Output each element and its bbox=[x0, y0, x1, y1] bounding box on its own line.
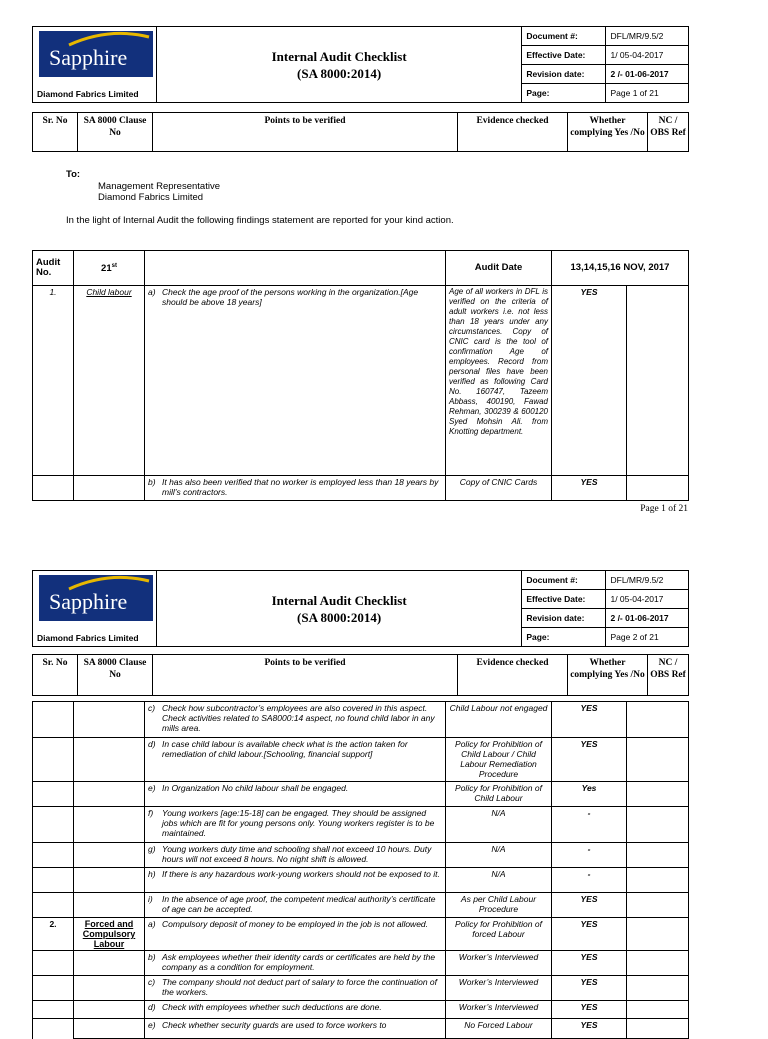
audit-table-page-1 bbox=[32, 250, 689, 501]
row-nc bbox=[627, 1001, 689, 1019]
page-footer: Page 1 of 21 bbox=[640, 504, 688, 514]
effective-date-value: 1/ 05-04-2017 bbox=[606, 590, 689, 609]
row-sr bbox=[33, 782, 74, 807]
revision-date-label: Revision date: bbox=[522, 609, 606, 628]
row-sr bbox=[33, 1001, 74, 1019]
row-clause bbox=[74, 893, 145, 918]
document-subtitle: (SA 8000:2014) bbox=[297, 609, 382, 625]
row-nc bbox=[627, 702, 689, 738]
row-evidence: Policy for Prohibition of forced Labour bbox=[446, 918, 552, 951]
recipient-line-1: Management Representative bbox=[98, 181, 220, 192]
row-sr: 1. bbox=[33, 286, 74, 476]
table-row bbox=[33, 1019, 689, 1039]
row-clause bbox=[74, 807, 145, 843]
audit-no-label: Audit No. bbox=[33, 251, 74, 286]
doc-number-value: DFL/MR/9.5/2 bbox=[606, 27, 689, 46]
row-evidence: Child Labour not engaged bbox=[446, 702, 552, 738]
col-clause: SA 8000 Clause No bbox=[78, 113, 153, 152]
row-evidence: Worker’s Interviewed bbox=[446, 976, 552, 1001]
row-complying: YES bbox=[552, 286, 627, 476]
doc-number-label: Document #: bbox=[522, 27, 606, 46]
row-nc bbox=[627, 738, 689, 782]
logo-text: Sapphire bbox=[49, 589, 128, 614]
row-nc bbox=[627, 807, 689, 843]
company-name: Diamond Fabrics Limited bbox=[37, 89, 139, 99]
row-point: In case child labour is available check what is the action taken for remediation of child labour.[Schooling, financial support] bbox=[162, 739, 408, 759]
row-clause bbox=[74, 1019, 145, 1039]
row-complying: - bbox=[552, 843, 627, 868]
logo-cell bbox=[33, 27, 157, 103]
sapphire-logo bbox=[39, 31, 153, 77]
row-point: Check whether security guards are used to force workers to bbox=[162, 1020, 387, 1030]
table-row bbox=[33, 976, 689, 1001]
row-sr bbox=[33, 843, 74, 868]
audit-date-value: 13,14,15,16 NOV, 2017 bbox=[552, 251, 689, 286]
row-clause bbox=[74, 951, 145, 976]
row-key: g) bbox=[148, 844, 156, 854]
col-complying: Whether complying Yes /No bbox=[568, 113, 648, 152]
title-cell bbox=[156, 571, 521, 647]
row-evidence: Age of all workers in DFL is verified on the criteria of adult workers i.e. not less than 18 years under any circumstances. Copy of CNIC card is the tool of confirmation Age of employees. Record from personal files have been verified as following Card No. 160747, Tazeem Abbass, 400190, Fawad Rehman, 300239 & 600120 Syed Mohsin Ali. from Knotting department. bbox=[446, 286, 552, 476]
row-evidence: Copy of CNIC Cards bbox=[446, 476, 552, 501]
row-point: Young workers [age:15-18] can be engaged. They should be assigned jobs which are fit for young persons only. Young workers register is to be maintained. bbox=[162, 808, 435, 838]
row-evidence: Worker’s Interviewed bbox=[446, 1001, 552, 1019]
row-clause bbox=[74, 476, 145, 501]
row-nc bbox=[627, 868, 689, 893]
row-nc bbox=[627, 476, 689, 501]
row-sr bbox=[33, 702, 74, 738]
logo-cell bbox=[33, 571, 157, 647]
row-key: h) bbox=[148, 869, 156, 879]
row-sr bbox=[33, 1019, 74, 1039]
column-header bbox=[32, 654, 689, 696]
table-row bbox=[33, 868, 689, 893]
sapphire-logo bbox=[39, 575, 153, 621]
row-complying: YES bbox=[552, 893, 627, 918]
row-key: c) bbox=[148, 703, 156, 713]
col-complying: Whether complying Yes /No bbox=[568, 655, 648, 696]
row-complying: YES bbox=[552, 1001, 627, 1019]
document-title: Internal Audit Checklist bbox=[271, 592, 407, 608]
col-sr-no: Sr. No bbox=[33, 655, 78, 696]
row-evidence: No Forced Labour bbox=[446, 1019, 552, 1039]
row-clause bbox=[74, 868, 145, 893]
audit-date-label: Audit Date bbox=[446, 251, 552, 286]
document-header bbox=[32, 26, 689, 103]
row-evidence: N/A bbox=[446, 807, 552, 843]
row-complying: YES bbox=[552, 738, 627, 782]
row-point: Check how subcontractor’s employees are also covered in this aspect. Check activities related to SA8000:14 aspect, no found child labor in any mills area. bbox=[162, 703, 435, 733]
page-label: Page: bbox=[522, 84, 606, 103]
row-evidence: N/A bbox=[446, 843, 552, 868]
table-row bbox=[33, 702, 689, 738]
row-key: i) bbox=[148, 894, 153, 904]
row-complying: YES bbox=[552, 476, 627, 501]
col-points: Points to be verified bbox=[153, 655, 458, 696]
row-point: In the absence of age proof, the competent medical authority’s certificate of age can be accepted. bbox=[162, 894, 436, 914]
company-name: Diamond Fabrics Limited bbox=[37, 633, 139, 643]
row-key: d) bbox=[148, 739, 156, 749]
row-complying: - bbox=[552, 807, 627, 843]
title-cell bbox=[156, 27, 521, 103]
row-key: a) bbox=[148, 287, 156, 297]
revision-date-label: Revision date: bbox=[522, 65, 606, 84]
row-sr bbox=[33, 951, 74, 976]
row-clause bbox=[74, 738, 145, 782]
row-point: It has also been verified that no worker is employed less than 18 years by mill’s contractors. bbox=[162, 477, 439, 497]
row-point: The company should not deduct part of salary to force the continuation of the workers. bbox=[162, 977, 438, 997]
row-nc bbox=[627, 951, 689, 976]
row-clause bbox=[74, 702, 145, 738]
logo-text: Sapphire bbox=[49, 45, 128, 70]
table-row bbox=[33, 893, 689, 918]
audit-blank-cell bbox=[145, 251, 446, 286]
row-complying: YES bbox=[552, 951, 627, 976]
document-title: Internal Audit Checklist bbox=[271, 48, 407, 64]
row-point: Ask employees whether their identity cards or certificates are held by the company as a condition for employment. bbox=[162, 952, 436, 972]
row-complying: YES bbox=[552, 1019, 627, 1039]
row-sr bbox=[33, 738, 74, 782]
table-row bbox=[33, 286, 689, 476]
row-point: If there is any hazardous work-young workers should not be exposed to it. bbox=[162, 869, 440, 879]
row-clause bbox=[74, 782, 145, 807]
row-point: Check the age proof of the persons working in the organization.[Age should be above 18 years] bbox=[162, 287, 419, 307]
page-label: Page: bbox=[522, 628, 606, 647]
row-key: c) bbox=[148, 977, 156, 987]
row-nc bbox=[627, 893, 689, 918]
row-key: b) bbox=[148, 952, 156, 962]
effective-date-label: Effective Date: bbox=[522, 46, 606, 65]
row-sr: 2. bbox=[33, 918, 74, 951]
table-row bbox=[33, 738, 689, 782]
document-header bbox=[32, 570, 689, 647]
row-sr bbox=[33, 868, 74, 893]
row-evidence: Worker’s Interviewed bbox=[446, 951, 552, 976]
row-complying: Yes bbox=[552, 782, 627, 807]
revision-date-value: 2 /- 01-06-2017 bbox=[606, 65, 689, 84]
table-row bbox=[33, 918, 689, 951]
col-nc-obs: NC / OBS Ref bbox=[648, 113, 689, 152]
row-point: Check with employees whether such deductions are done. bbox=[162, 1002, 382, 1012]
row-evidence: Policy for Prohibition of Child Labour bbox=[446, 782, 552, 807]
row-nc bbox=[627, 976, 689, 1001]
col-points: Points to be verified bbox=[153, 113, 458, 152]
row-complying: - bbox=[552, 868, 627, 893]
row-clause: Child labour bbox=[74, 286, 145, 476]
row-clause bbox=[74, 843, 145, 868]
page-value: Page 1 of 21 bbox=[606, 84, 689, 103]
row-clause: Forced and Compulsory Labour bbox=[74, 918, 145, 951]
col-evidence: Evidence checked bbox=[458, 113, 568, 152]
row-key: f) bbox=[148, 808, 154, 818]
col-nc-obs: NC / OBS Ref bbox=[648, 655, 689, 696]
row-sr bbox=[33, 807, 74, 843]
row-evidence: N/A bbox=[446, 868, 552, 893]
col-evidence: Evidence checked bbox=[458, 655, 568, 696]
audit-table-page-2 bbox=[32, 701, 689, 1039]
row-key: e) bbox=[148, 783, 156, 793]
row-key: a) bbox=[148, 919, 156, 929]
doc-number-label: Document #: bbox=[522, 571, 606, 590]
row-key: d) bbox=[148, 1002, 156, 1012]
effective-date-label: Effective Date: bbox=[522, 590, 606, 609]
row-sr bbox=[33, 476, 74, 501]
col-clause: SA 8000 Clause No bbox=[78, 655, 153, 696]
column-header bbox=[32, 112, 689, 152]
revision-date-value: 2 /- 01-06-2017 bbox=[606, 609, 689, 628]
row-clause bbox=[74, 976, 145, 1001]
col-sr-no: Sr. No bbox=[33, 113, 78, 152]
row-point: In Organization No child labour shall be engaged. bbox=[162, 783, 349, 793]
to-label: To: bbox=[66, 169, 81, 180]
recipient-line-2: Diamond Fabrics Limited bbox=[98, 192, 204, 203]
table-row bbox=[33, 782, 689, 807]
table-row bbox=[33, 1001, 689, 1019]
row-evidence: As per Child Labour Procedure bbox=[446, 893, 552, 918]
row-complying: YES bbox=[552, 918, 627, 951]
audit-no-value: 21st bbox=[74, 251, 145, 286]
document-subtitle: (SA 8000:2014) bbox=[297, 65, 382, 81]
table-row bbox=[33, 951, 689, 976]
row-sr bbox=[33, 893, 74, 918]
row-clause bbox=[74, 1001, 145, 1019]
row-complying: YES bbox=[552, 702, 627, 738]
row-point: Compulsory deposit of money to be employed in the job is not allowed. bbox=[162, 919, 429, 929]
row-nc bbox=[627, 843, 689, 868]
page-value: Page 2 of 21 bbox=[606, 628, 689, 647]
row-nc bbox=[627, 1019, 689, 1039]
row-nc bbox=[627, 918, 689, 951]
table-row bbox=[33, 843, 689, 868]
table-row bbox=[33, 807, 689, 843]
row-evidence: Policy for Prohibition of Child Labour / Child Labour Remediation Procedure bbox=[446, 738, 552, 782]
row-key: e) bbox=[148, 1020, 156, 1030]
page-2 bbox=[0, 568, 768, 1030]
row-nc bbox=[627, 782, 689, 807]
row-point: Young workers duty time and schooling shall not exceed 10 hours. Duty hours will not exceed 8 hours. No night shift is allowed. bbox=[162, 844, 432, 864]
row-nc bbox=[627, 286, 689, 476]
row-sr bbox=[33, 976, 74, 1001]
doc-number-value: DFL/MR/9.5/2 bbox=[606, 571, 689, 590]
row-key: b) bbox=[148, 477, 156, 487]
row-complying: YES bbox=[552, 976, 627, 1001]
table-row bbox=[33, 476, 689, 501]
intro-statement: In the light of Internal Audit the following findings statement are reported for your kind action. bbox=[66, 215, 454, 226]
effective-date-value: 1/ 05-04-2017 bbox=[606, 46, 689, 65]
